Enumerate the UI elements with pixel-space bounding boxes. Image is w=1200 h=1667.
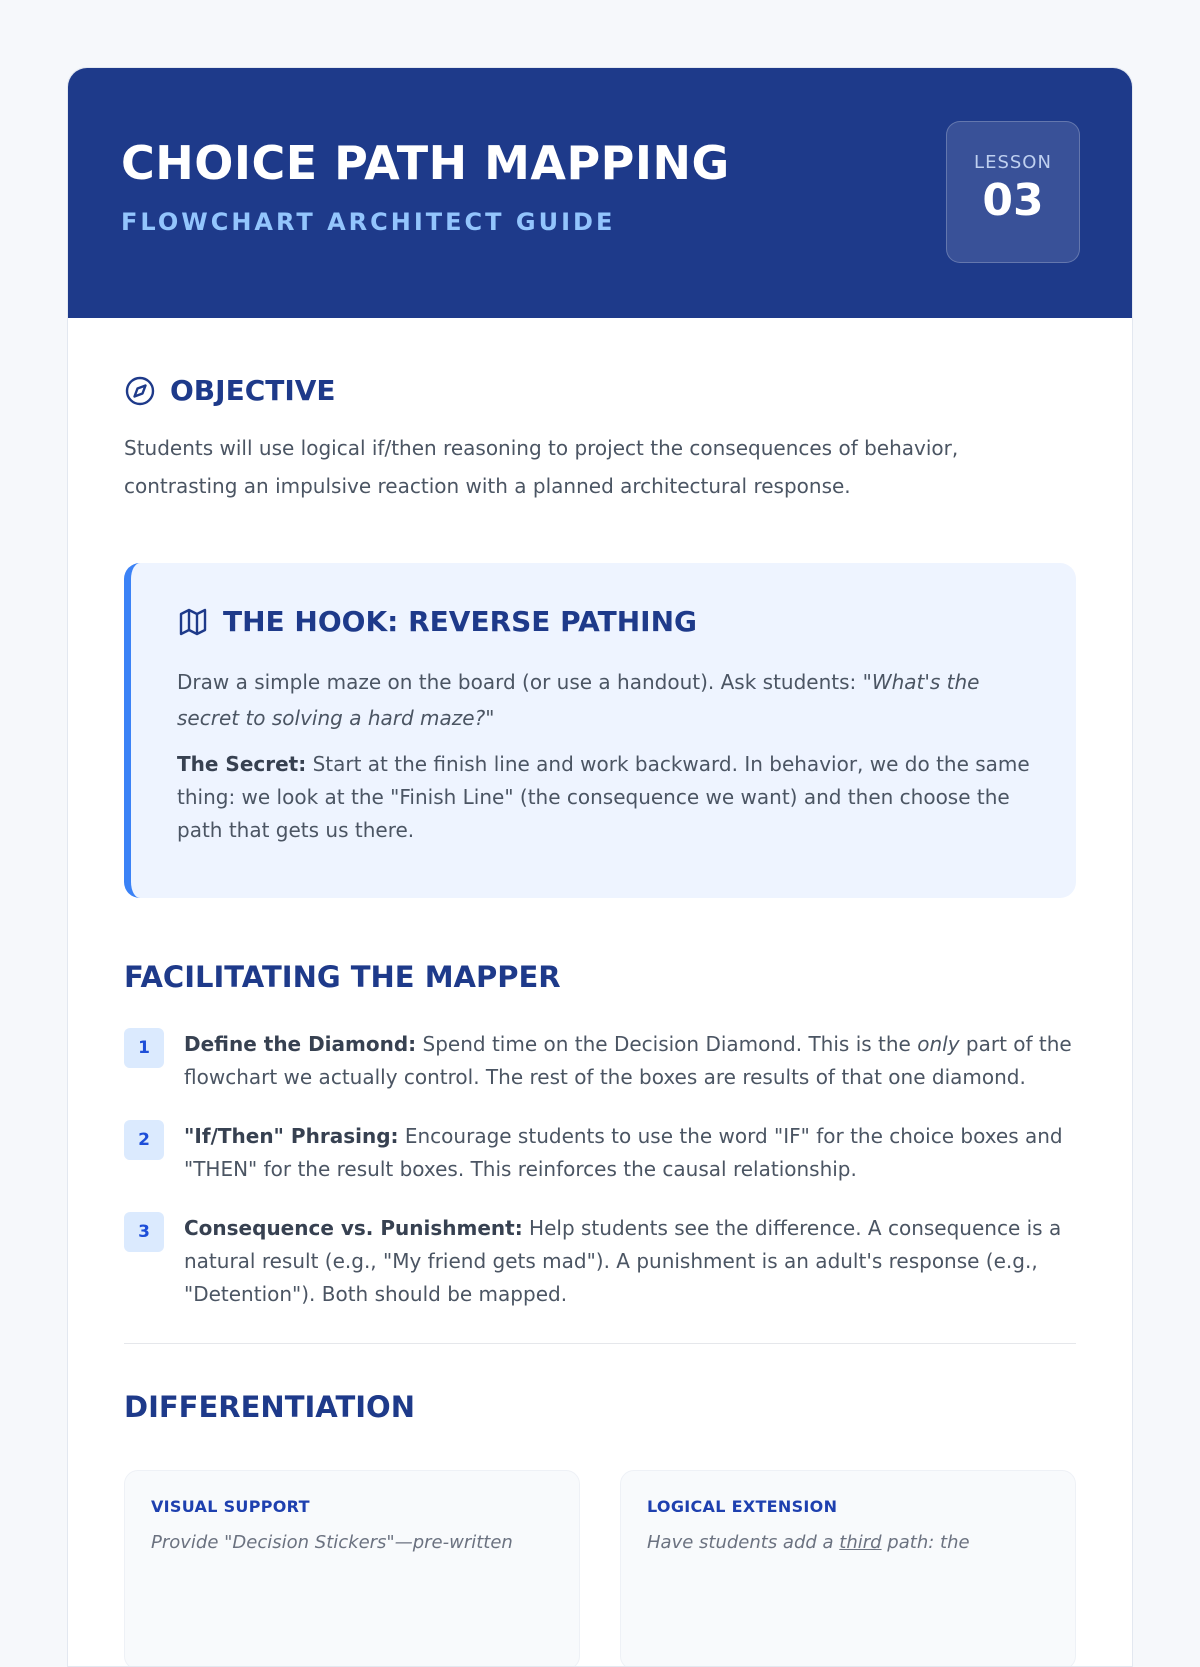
card-text-part: Have students add a [647, 1532, 840, 1553]
card-text: Provide "Decision Stickers"—pre-written [151, 1532, 513, 1553]
list-item-body: Help students see the difference. A consequence is a natural result (e.g., "My friend gets mad"). A punishment is an adult's response (e.g., "Detention"). Both should be mapped. [184, 1216, 1062, 1306]
list-item-label: Define the Diamond: [184, 1032, 417, 1056]
list-item [124, 1212, 1076, 1311]
list-item-text [184, 1212, 1076, 1311]
lesson-label: LESSON [974, 152, 1052, 173]
list-item-text [184, 1028, 1076, 1094]
card-text-underlined: third [839, 1532, 882, 1553]
hook-heading [177, 605, 1030, 638]
differentiation-heading: DIFFERENTIATION [124, 1390, 415, 1424]
list-item-label: "If/Then" Phrasing: [184, 1124, 399, 1148]
objective-text: Students will use logical if/then reasoning to project the consequences of behavior, contrasting an impulsive reaction with a planned architectural response. [124, 436, 959, 498]
list-item-text [184, 1120, 1076, 1186]
step-number-badge: 1 [124, 1028, 164, 1068]
page-title: CHOICE PATH MAPPING [121, 136, 730, 190]
hook-callout [124, 563, 1076, 898]
facilitating-heading: FACILITATING THE MAPPER [124, 960, 561, 994]
compass-icon [124, 375, 156, 407]
hook-heading-text: THE HOOK: REVERSE PATHING [223, 605, 697, 638]
step-number-badge: 3 [124, 1212, 164, 1252]
list-item [124, 1120, 1076, 1186]
list-item-body: Encourage students to use the word "IF" for the choice boxes and "THEN" for the result boxes. This reinforces the causal relationship. [184, 1124, 1063, 1181]
hook-secret-text: Start at the finish line and work backward. In behavior, we do the same thing: we look at the "Finish Line" (the consequence we want) and then choose the path that gets us there. [177, 752, 1030, 842]
objective-heading [124, 374, 1076, 407]
lesson-header [68, 68, 1132, 318]
differentiation-grid [124, 1470, 1076, 1667]
hook-quote: "What's the secret to solving a hard maze?" [177, 670, 980, 730]
section-divider [124, 1343, 1076, 1344]
card-text-part-continued: path: the [881, 1532, 970, 1553]
list-item-label: Consequence vs. Punishment: [184, 1216, 523, 1240]
facilitating-list [124, 1028, 1076, 1311]
objective-heading-text: OBJECTIVE [170, 374, 336, 407]
hook-paragraph [177, 664, 1030, 736]
list-item-body: Spend time on the Decision Diamond. This is the [416, 1032, 918, 1056]
list-item-emphasis: only [917, 1032, 960, 1056]
hook-secret-paragraph [177, 748, 1030, 847]
lesson-badge [946, 121, 1080, 263]
hook-secret-label: The Secret: [177, 752, 307, 776]
list-item [124, 1028, 1076, 1094]
logical-extension-card [620, 1470, 1076, 1667]
lesson-card [67, 67, 1133, 1667]
list-item-body-continued: part of the flowchart we actually control. The rest of the boxes are results of that one diamond. [184, 1032, 1072, 1089]
map-icon [177, 606, 209, 638]
page-subtitle: FLOWCHART ARCHITECT GUIDE [121, 208, 616, 236]
visual-support-card [124, 1470, 580, 1667]
step-number-badge: 2 [124, 1120, 164, 1160]
card-title: LOGICAL EXTENSION [647, 1497, 838, 1516]
hook-prompt-text: Draw a simple maze on the board (or use a handout). Ask students: [177, 670, 863, 694]
lesson-number: 03 [982, 175, 1044, 226]
lesson-body [68, 318, 1132, 1667]
card-text [647, 1528, 1049, 1558]
card-title: VISUAL SUPPORT [151, 1497, 310, 1516]
